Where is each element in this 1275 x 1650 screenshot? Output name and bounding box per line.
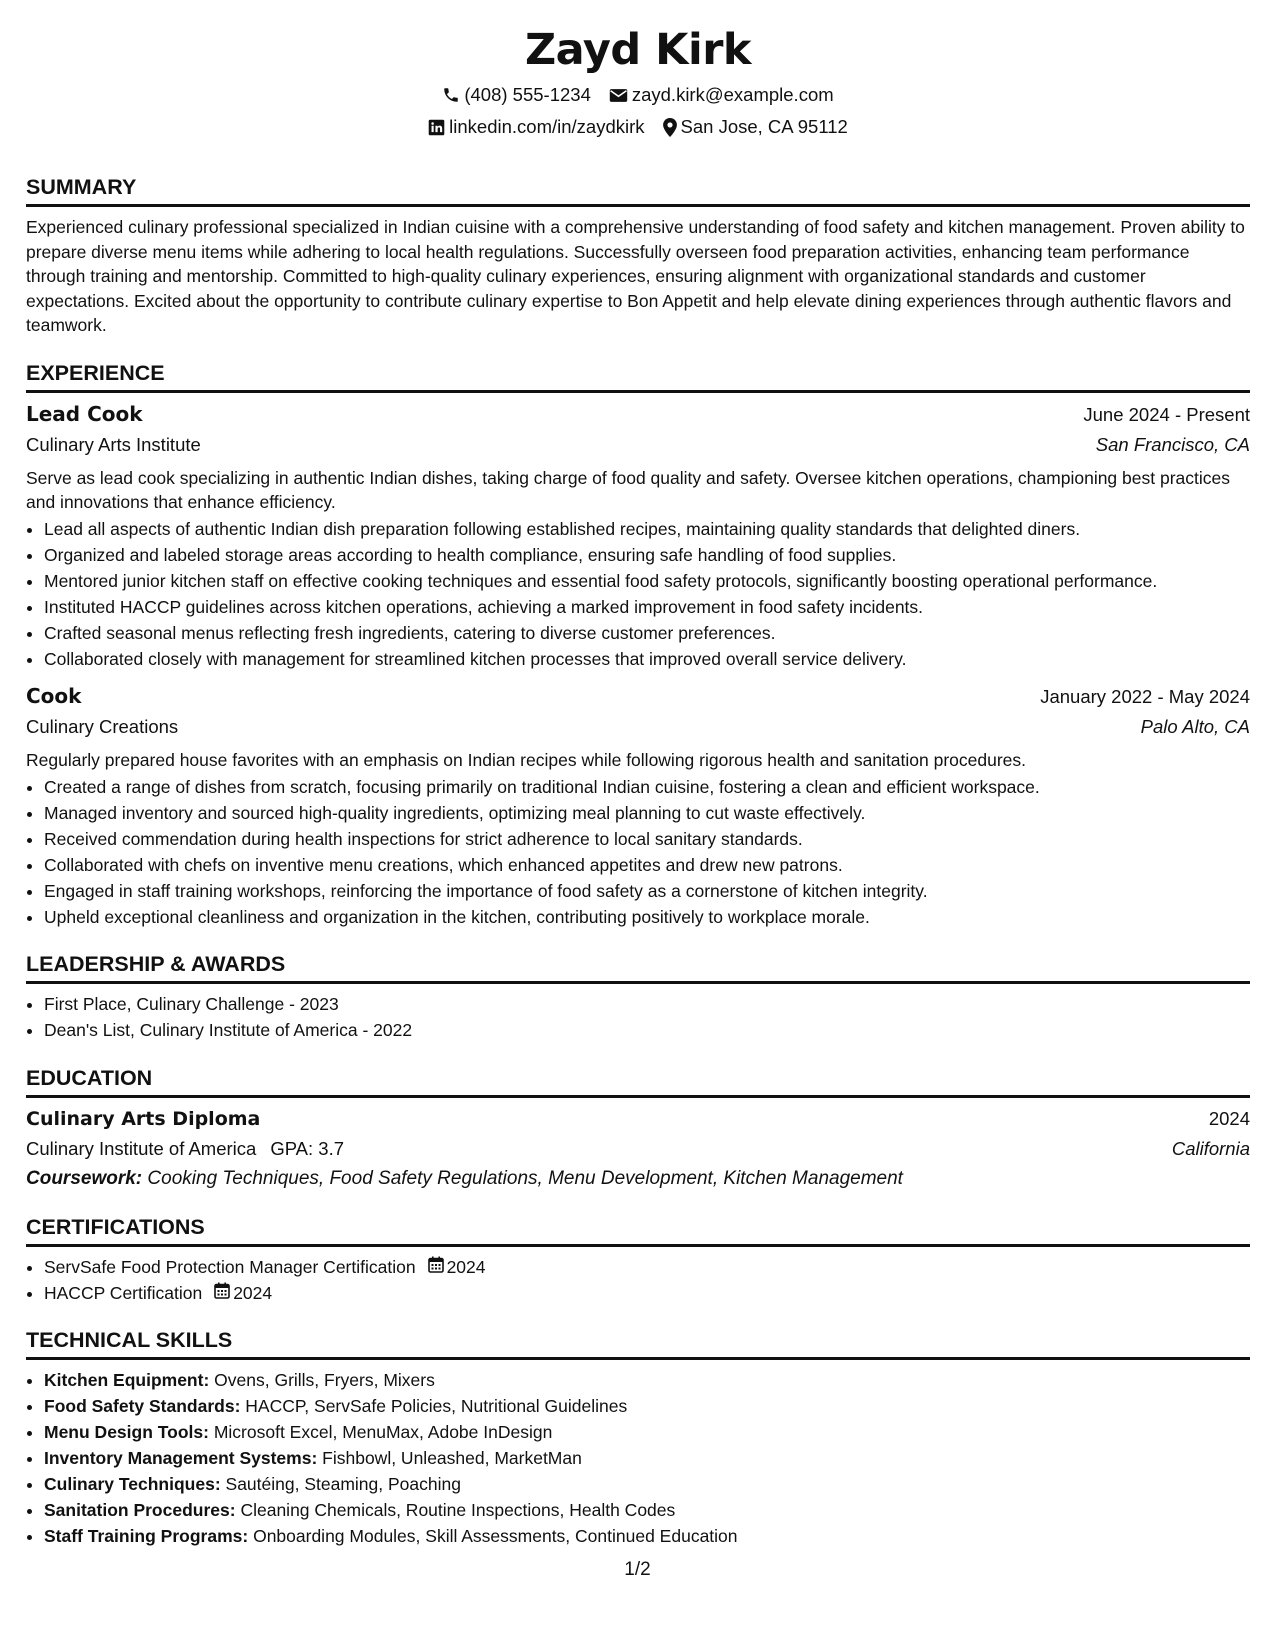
list-item: • Engaged in staff training workshops, reinforcing the importance of food safety as a cornerstone of kitchen integrity. — [44, 879, 1250, 904]
list-item — [44, 1420, 1250, 1445]
list-item: • Lead all aspects of authentic Indian dish preparation following established recipes, maintaining quality standards that delighted diners. — [44, 517, 1250, 542]
location-contact — [663, 114, 848, 140]
contact-row-2 — [26, 114, 1250, 140]
linkedin-icon — [428, 119, 445, 136]
job-bullets — [26, 775, 1250, 930]
resume-page — [26, 0, 1250, 1549]
education-heading: EDUCATION — [26, 1065, 1250, 1098]
degree-title: Culinary Arts Diploma — [26, 1107, 261, 1130]
skill-value: Sautéing, Steaming, Poaching — [225, 1474, 461, 1494]
calendar-icon — [214, 1281, 230, 1306]
graduation-year: 2024 — [1208, 1107, 1250, 1129]
certifications-heading: CERTIFICATIONS — [26, 1214, 1250, 1247]
list-item — [44, 1281, 1250, 1306]
skill-label: Food Safety Standards: — [44, 1396, 241, 1416]
email-icon — [609, 88, 628, 103]
list-item: • Collaborated with chefs on inventive menu creations, which enhanced appetites and drew new patrons. — [44, 853, 1250, 878]
job-dates: January 2022 - May 2024 — [1040, 686, 1250, 707]
cert-year: 2024 — [446, 1256, 486, 1277]
list-item: • Mentored junior kitchen staff on effective cooking techniques and essential food safety protocols, significantly boosting operational performance. — [44, 569, 1250, 594]
job-entry — [26, 401, 1250, 672]
skill-label: Sanitation Procedures: — [44, 1500, 236, 1520]
list-item — [44, 1368, 1250, 1393]
skill-value: Ovens, Grills, Fryers, Mixers — [214, 1370, 435, 1390]
skill-label: Inventory Management Systems: — [44, 1448, 318, 1468]
skill-value: Onboarding Modules, Skill Assessments, Continued Education — [253, 1526, 738, 1546]
summary-text: Experienced culinary professional specialized in Indian cuisine with a comprehensive understanding of food safety and kitchen management. Proven ability to prepare diverse menu items while adhering to local health regulations. Successfully overseen food preparation activities, enhancing team performance through training and mentorship. Committed to high-quality culinary experiences, ensuring alignment with organizational standards and customer expectations. Excited about the opportunity to contribute culinary expertise to Bon Appetit and help elevate dining experiences through authentic flavors and teamwork. — [26, 217, 1245, 335]
list-item: • Created a range of dishes from scratch, focusing primarily on traditional Indian cuisine, fostering a clean and efficient workspace. — [44, 775, 1250, 800]
job-location: Palo Alto, CA — [1140, 716, 1250, 737]
leadership-heading: LEADERSHIP & AWARDS — [26, 951, 1250, 984]
list-item — [44, 1394, 1250, 1419]
coursework-label: Coursework: — [26, 1167, 143, 1189]
list-item — [44, 1472, 1250, 1497]
page-number: 1/2 — [624, 1559, 651, 1580]
list-item — [44, 1498, 1250, 1523]
skill-label: Kitchen Equipment: — [44, 1370, 210, 1390]
candidate-name: Zayd Kirk — [524, 25, 752, 75]
calendar-icon — [428, 1255, 444, 1280]
list-item: • Crafted seasonal menus reflecting fresh ingredients, catering to diverse customer preferences. — [44, 621, 1250, 646]
skill-value: Fishbowl, Unleashed, MarketMan — [322, 1448, 582, 1468]
list-item: • Instituted HACCP guidelines across kitchen operations, achieving a marked improvement in food safety incidents. — [44, 595, 1250, 620]
school-name: Culinary Institute of America — [26, 1137, 257, 1159]
job-company: Culinary Creations — [26, 716, 179, 737]
map-pin-icon — [663, 118, 677, 137]
email-address[interactable]: zayd.kirk@example.com — [631, 84, 834, 105]
list-item: • First Place, Culinary Challenge - 2023 — [44, 992, 1250, 1017]
list-item: • Organized and labeled storage areas according to health compliance, ensuring safe handling of food supplies. — [44, 543, 1250, 568]
awards-list — [26, 992, 1250, 1043]
skill-value: HACCP, ServSafe Policies, Nutritional Guidelines — [245, 1396, 628, 1416]
school-location: California — [1171, 1137, 1250, 1159]
job-location: San Francisco, CA — [1095, 433, 1250, 455]
list-item: • Upheld exceptional cleanliness and organization in the kitchen, contributing positively to workplace morale. — [44, 905, 1250, 930]
phone-number: (408) 555-1234 — [464, 84, 591, 105]
gpa: GPA: 3.7 — [270, 1137, 345, 1159]
coursework-list: Cooking Techniques, Food Safety Regulations, Menu Development, Kitchen Management — [147, 1167, 903, 1189]
list-item: • Dean's List, Culinary Institute of America - 2022 — [44, 1018, 1250, 1043]
job-description: Serve as lead cook specializing in authentic Indian dishes, taking charge of food quality and safety. Oversee kitchen operations, championing best practices and innovations that enhance efficiency. — [26, 467, 1230, 512]
certifications-list — [26, 1255, 1250, 1306]
skill-label: Culinary Techniques: — [44, 1474, 221, 1494]
job-company: Culinary Arts Institute — [26, 433, 201, 455]
linkedin-contact[interactable] — [428, 114, 644, 140]
list-item: • Collaborated closely with management for streamlined kitchen processes that improved overall service delivery. — [44, 647, 1250, 672]
skills-list — [26, 1368, 1250, 1549]
cert-name: • HACCP Certification — [44, 1282, 203, 1303]
job-title: Cook — [26, 684, 82, 708]
phone-contact — [442, 82, 591, 108]
skill-label: Staff Training Programs: — [44, 1526, 249, 1546]
list-item: • Managed inventory and sourced high-quality ingredients, optimizing meal planning to cut waste effectively. — [44, 801, 1250, 826]
list-item: • Received commendation during health inspections for strict adherence to local sanitary standards. — [44, 827, 1250, 852]
job-entry — [26, 683, 1250, 929]
location-text: San Jose, CA 95112 — [680, 116, 848, 137]
email-contact[interactable] — [609, 82, 834, 108]
list-item — [44, 1524, 1250, 1549]
cert-name: • ServSafe Food Protection Manager Certification — [44, 1256, 416, 1277]
list-item — [44, 1255, 1250, 1280]
linkedin-url[interactable]: linkedin.com/in/zaydkirk — [449, 116, 645, 137]
job-bullets — [26, 517, 1250, 672]
contact-row-1 — [26, 82, 1250, 108]
coursework — [26, 1166, 1250, 1192]
cert-year: 2024 — [233, 1282, 273, 1303]
experience-heading: EXPERIENCE — [26, 360, 1250, 393]
summary-heading: SUMMARY — [26, 174, 1250, 207]
phone-icon — [442, 86, 460, 104]
skills-heading: TECHNICAL SKILLS — [26, 1327, 1250, 1360]
list-item — [44, 1446, 1250, 1471]
job-description: Regularly prepared house favorites with an emphasis on Indian recipes while following rigorous health and sanitation procedures. — [26, 750, 1027, 770]
skill-value: Microsoft Excel, MenuMax, Adobe InDesign — [213, 1422, 553, 1442]
job-dates: June 2024 - Present — [1083, 403, 1250, 425]
job-title: Lead Cook — [26, 401, 143, 426]
skill-label: Menu Design Tools: — [44, 1422, 209, 1442]
skill-value: Cleaning Chemicals, Routine Inspections, Health Codes — [240, 1500, 676, 1520]
